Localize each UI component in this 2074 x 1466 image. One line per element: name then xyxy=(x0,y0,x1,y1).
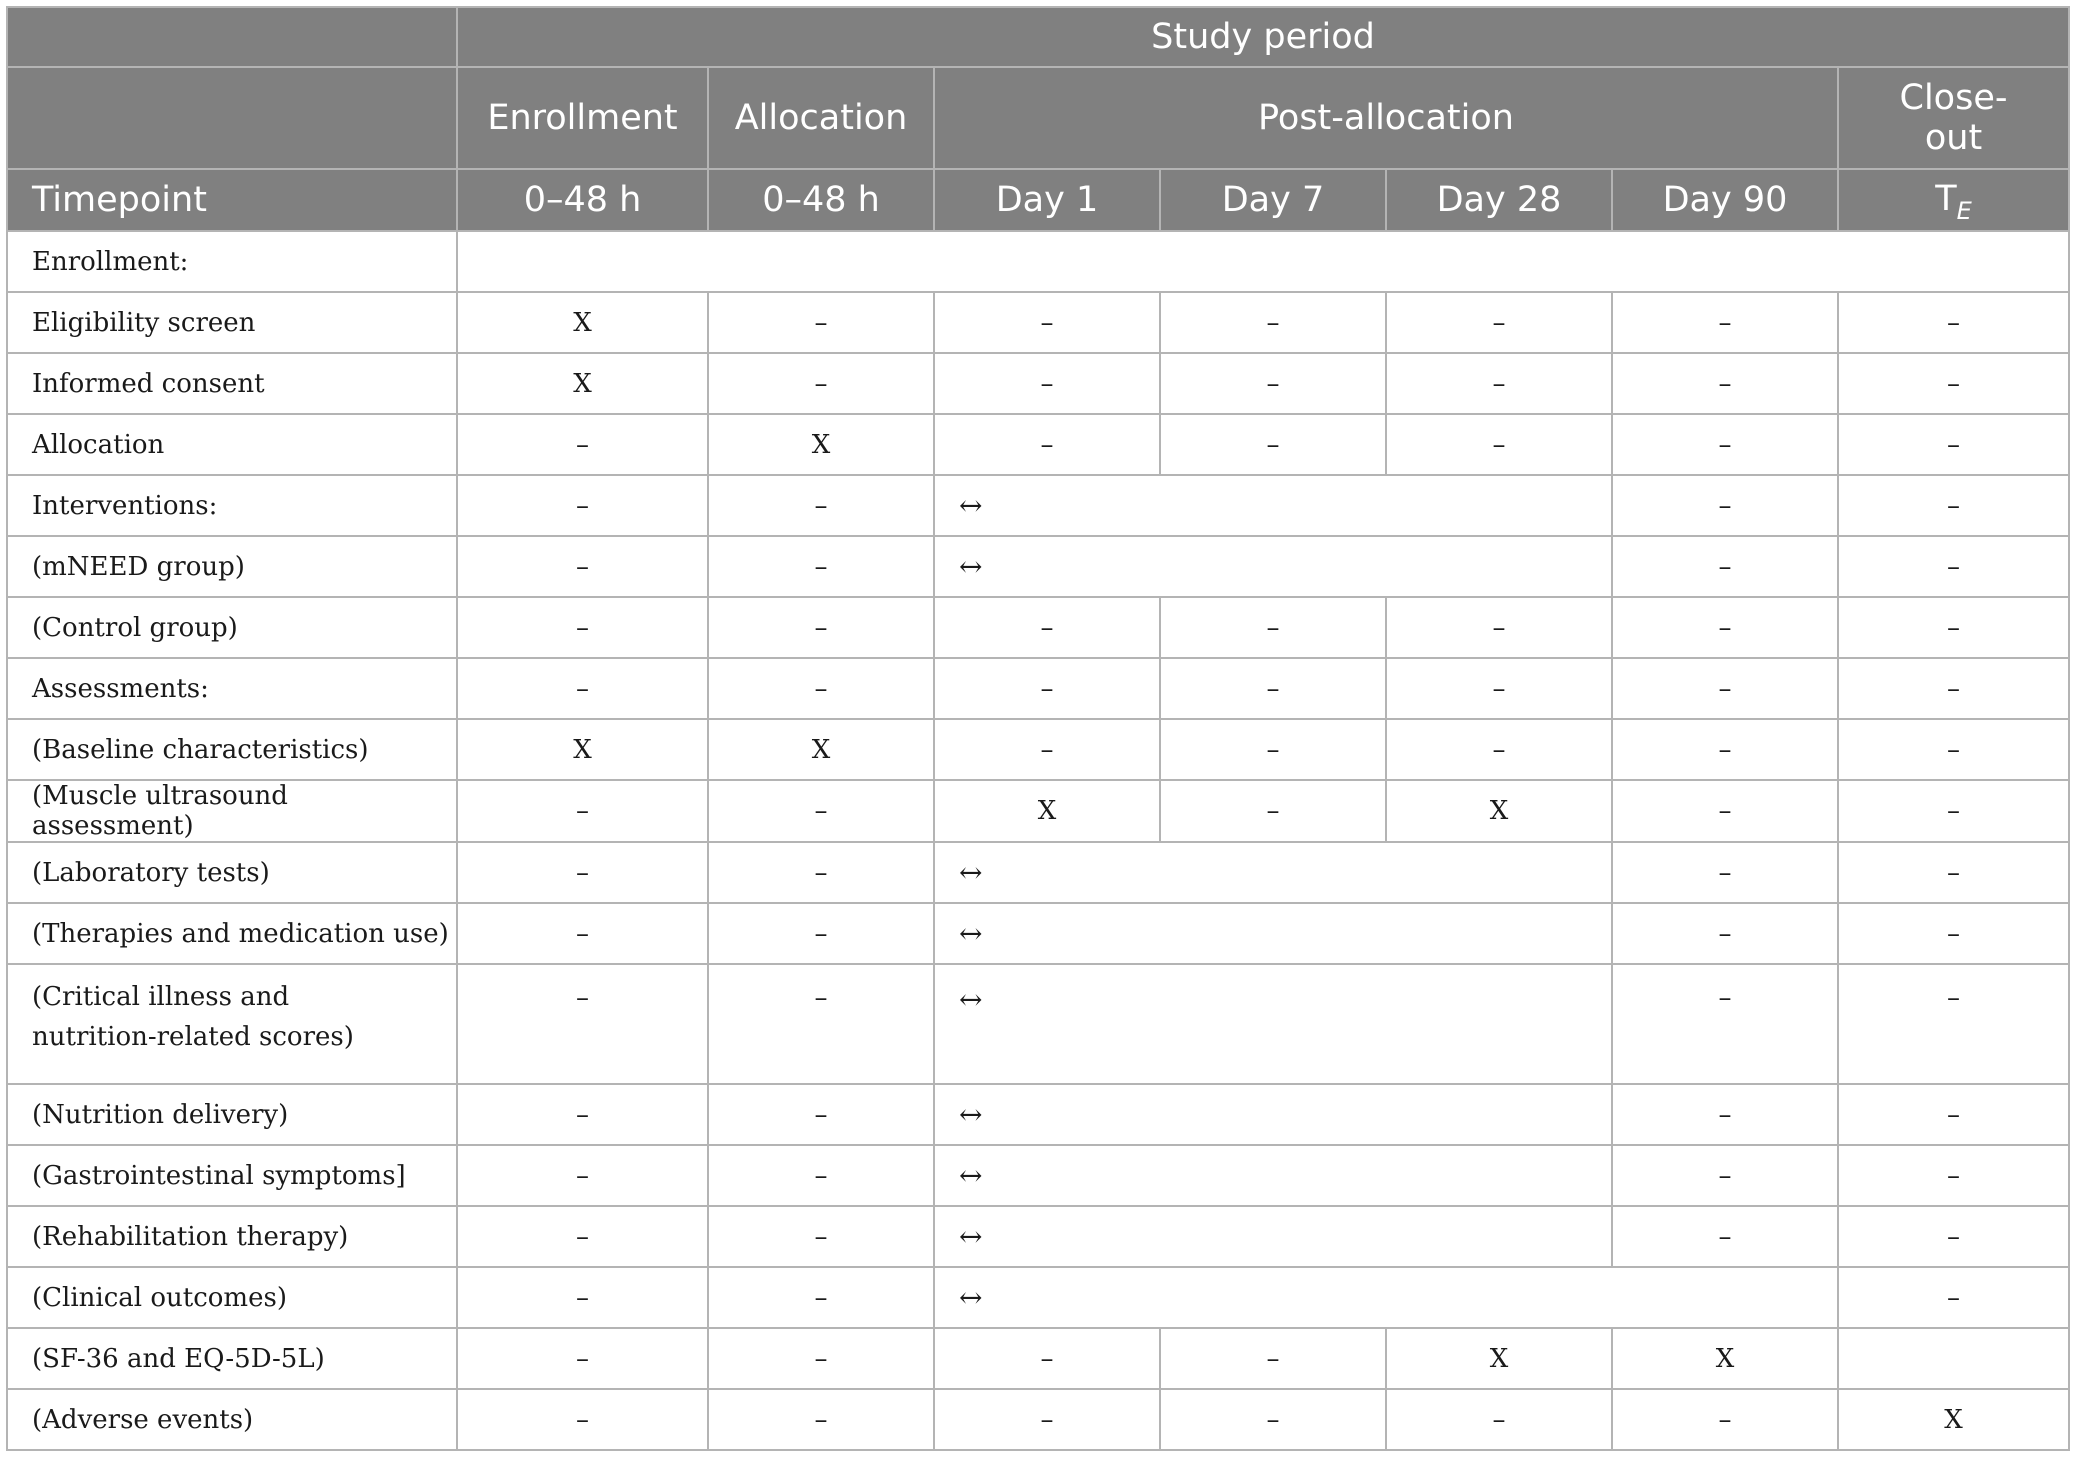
table-cell: – xyxy=(708,780,934,842)
table-cell: – xyxy=(457,1084,708,1145)
table-cell: – xyxy=(1838,658,2069,719)
table-cell: – xyxy=(1838,353,2069,414)
duration-arrow-cell: ↔ xyxy=(934,1084,1612,1145)
table-cell: – xyxy=(457,964,708,1084)
table-cell: – xyxy=(708,597,934,658)
header-blank-cell xyxy=(7,67,457,169)
table-cell: X xyxy=(1838,1389,2069,1450)
timepoint-allocation: 0–48 h xyxy=(708,169,934,231)
table-row xyxy=(7,1267,2069,1328)
duration-arrow-cell: ↔ xyxy=(934,1145,1612,1206)
duration-arrow-cell: ↔ xyxy=(934,475,1612,536)
table-cell: – xyxy=(934,719,1160,780)
table-cell: X xyxy=(934,780,1160,842)
table-cell: – xyxy=(457,536,708,597)
table-cell: – xyxy=(1160,353,1386,414)
table-cell: – xyxy=(457,414,708,475)
table-cell: – xyxy=(708,353,934,414)
timepoint-label: Timepoint xyxy=(7,169,457,231)
table-cell: X xyxy=(457,719,708,780)
table-cell: – xyxy=(1612,780,1838,842)
table-cell: – xyxy=(708,903,934,964)
table-cell: – xyxy=(1386,353,1612,414)
table-cell: – xyxy=(708,1267,934,1328)
table-cell: – xyxy=(457,597,708,658)
table-row xyxy=(7,842,2069,903)
phase-allocation: Allocation xyxy=(708,67,934,169)
row-label: (mNEED group) xyxy=(7,536,457,597)
table-cell: – xyxy=(1160,414,1386,475)
table-row xyxy=(7,658,2069,719)
row-label: (Nutrition delivery) xyxy=(7,1084,457,1145)
row-label: Interventions: xyxy=(7,475,457,536)
table-header xyxy=(7,7,2069,231)
row-label: Informed consent xyxy=(7,353,457,414)
row-label: (Clinical outcomes) xyxy=(7,1267,457,1328)
table-row xyxy=(7,536,2069,597)
table-cell: – xyxy=(1838,903,2069,964)
table-cell: – xyxy=(708,475,934,536)
table-cell: – xyxy=(457,903,708,964)
phase-enrollment: Enrollment xyxy=(457,67,708,169)
table-row xyxy=(7,353,2069,414)
timepoint-close-out xyxy=(1838,169,2069,231)
row-label: Allocation xyxy=(7,414,457,475)
table-cell: – xyxy=(1838,292,2069,353)
table-cell: – xyxy=(1838,719,2069,780)
table-cell: – xyxy=(1160,1328,1386,1389)
row-label: Enrollment: xyxy=(7,231,457,292)
table-cell: – xyxy=(708,536,934,597)
table-cell: – xyxy=(457,780,708,842)
table-cell: – xyxy=(1838,475,2069,536)
table-row xyxy=(7,780,2069,842)
table-cell: – xyxy=(708,1084,934,1145)
duration-arrow-cell: ↔ xyxy=(934,536,1612,597)
table-cell: X xyxy=(1612,1328,1838,1389)
table-cell: – xyxy=(934,353,1160,414)
table-cell: – xyxy=(708,1389,934,1450)
table-cell: – xyxy=(934,1389,1160,1450)
table-cell: – xyxy=(1386,292,1612,353)
table-cell: – xyxy=(1386,719,1612,780)
table-row xyxy=(7,292,2069,353)
row-label-line2: nutrition-related scores) xyxy=(32,1022,354,1052)
table-cell: – xyxy=(1612,1389,1838,1450)
row-label: Eligibility screen xyxy=(7,292,457,353)
table-cell: – xyxy=(1612,1206,1838,1267)
spirit-schedule-table xyxy=(6,6,2070,1451)
table-cell: – xyxy=(1612,1084,1838,1145)
timepoint-enrollment: 0–48 h xyxy=(457,169,708,231)
timepoint-day-7: Day 7 xyxy=(1160,169,1386,231)
duration-arrow-cell: ↔ xyxy=(934,1206,1612,1267)
table-cell: – xyxy=(1838,1206,2069,1267)
phase-close-out-line1: Close- xyxy=(1899,78,2008,118)
table-cell: – xyxy=(708,964,934,1084)
table-row xyxy=(7,1328,2069,1389)
duration-arrow-cell: ↔ xyxy=(934,1267,1838,1328)
table-cell: – xyxy=(934,414,1160,475)
table-cell: – xyxy=(934,658,1160,719)
table-cell: – xyxy=(1386,658,1612,719)
phase-close-out xyxy=(1838,67,2069,169)
table-cell: – xyxy=(708,1206,934,1267)
row-label: (Laboratory tests) xyxy=(7,842,457,903)
table-body xyxy=(7,231,2069,1450)
timepoint-close-out-main: T xyxy=(1935,178,1957,219)
table-cell: – xyxy=(1386,1389,1612,1450)
table-cell xyxy=(457,231,2069,292)
table-cell: X xyxy=(708,414,934,475)
table-cell: – xyxy=(1612,964,1838,1084)
table-cell: – xyxy=(457,1389,708,1450)
table-cell: – xyxy=(1612,903,1838,964)
table-cell: X xyxy=(457,353,708,414)
table-cell: – xyxy=(1838,780,2069,842)
table-cell: – xyxy=(1160,780,1386,842)
table-cell: – xyxy=(1160,597,1386,658)
timepoint-day-28: Day 28 xyxy=(1386,169,1612,231)
row-label: (Gastrointestinal symptoms] xyxy=(7,1145,457,1206)
table-cell: X xyxy=(457,292,708,353)
header-row-study-period xyxy=(7,7,2069,67)
row-label: (Baseline characteristics) xyxy=(7,719,457,780)
table-row xyxy=(7,719,2069,780)
table-cell: – xyxy=(1838,597,2069,658)
table-cell: – xyxy=(1838,1084,2069,1145)
table-cell: – xyxy=(457,1267,708,1328)
table-cell: – xyxy=(934,292,1160,353)
table-cell: X xyxy=(708,719,934,780)
table-cell: – xyxy=(708,292,934,353)
timepoint-close-out-subscript: E xyxy=(1956,196,1972,225)
table-cell: – xyxy=(934,597,1160,658)
row-label: (Therapies and medication use) xyxy=(7,903,457,964)
table-cell: – xyxy=(1838,414,2069,475)
table-cell: – xyxy=(708,842,934,903)
timepoint-day-90: Day 90 xyxy=(1612,169,1838,231)
table-row xyxy=(7,1084,2069,1145)
row-label xyxy=(7,964,457,1084)
row-label: (Rehabilitation therapy) xyxy=(7,1206,457,1267)
table-cell: – xyxy=(1386,597,1612,658)
table-row xyxy=(7,903,2069,964)
table-cell: – xyxy=(457,1206,708,1267)
table-row xyxy=(7,1206,2069,1267)
table-cell: – xyxy=(457,1145,708,1206)
table-row xyxy=(7,1389,2069,1450)
row-label: (Control group) xyxy=(7,597,457,658)
row-label: Assessments: xyxy=(7,658,457,719)
row-label: (Muscle ultrasound assessment) xyxy=(7,780,457,842)
table-cell: – xyxy=(1838,842,2069,903)
row-label: (Adverse events) xyxy=(7,1389,457,1450)
table-row xyxy=(7,414,2069,475)
table-cell: – xyxy=(1386,414,1612,475)
table-cell: X xyxy=(1386,1328,1612,1389)
table-cell: – xyxy=(708,1328,934,1389)
table-cell: – xyxy=(1612,292,1838,353)
table-cell: – xyxy=(1160,719,1386,780)
header-row-timepoints xyxy=(7,169,2069,231)
phase-close-out-line2: out xyxy=(1924,118,1983,158)
table-row xyxy=(7,475,2069,536)
table-cell: – xyxy=(1838,536,2069,597)
table-row xyxy=(7,597,2069,658)
table-cell: – xyxy=(708,1145,934,1206)
table-cell: – xyxy=(457,1328,708,1389)
duration-arrow-cell: ↔ xyxy=(934,903,1612,964)
table-cell: – xyxy=(1160,292,1386,353)
table-cell: – xyxy=(1160,1389,1386,1450)
table-cell: – xyxy=(1612,414,1838,475)
table-cell: – xyxy=(1612,842,1838,903)
table-cell: – xyxy=(1612,597,1838,658)
table-cell: – xyxy=(708,658,934,719)
spirit-schedule-table-container xyxy=(6,6,2070,1451)
header-row-phases xyxy=(7,67,2069,169)
table-cell: – xyxy=(1612,719,1838,780)
table-cell: – xyxy=(1612,658,1838,719)
table-cell: – xyxy=(457,475,708,536)
table-cell: – xyxy=(1838,1267,2069,1328)
table-row xyxy=(7,964,2069,1084)
table-row xyxy=(7,1145,2069,1206)
table-cell: X xyxy=(1386,780,1612,842)
table-cell: – xyxy=(1612,536,1838,597)
timepoint-day-1: Day 1 xyxy=(934,169,1160,231)
table-cell: – xyxy=(1160,658,1386,719)
table-cell: – xyxy=(1612,353,1838,414)
table-cell: – xyxy=(1838,1145,2069,1206)
table-cell: – xyxy=(1612,1145,1838,1206)
header-corner-cell xyxy=(7,7,457,67)
duration-arrow-cell: ↔ xyxy=(934,964,1612,1084)
table-cell: – xyxy=(934,1328,1160,1389)
table-cell: – xyxy=(457,842,708,903)
duration-arrow-cell: ↔ xyxy=(934,842,1612,903)
table-cell xyxy=(1838,1328,2069,1389)
study-period-heading: Study period xyxy=(457,7,2069,67)
table-cell: – xyxy=(1612,475,1838,536)
phase-post-allocation: Post-allocation xyxy=(934,67,1838,169)
row-label-line1: (Critical illness and xyxy=(32,982,290,1012)
table-cell: – xyxy=(457,658,708,719)
row-label: (SF-36 and EQ-5D-5L) xyxy=(7,1328,457,1389)
table-row xyxy=(7,231,2069,292)
table-cell: – xyxy=(1838,964,2069,1084)
